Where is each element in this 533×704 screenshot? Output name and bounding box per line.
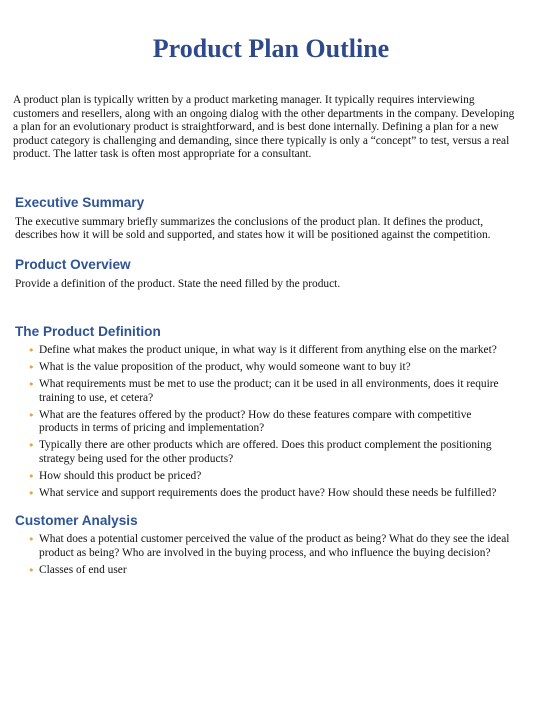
page-title: Product Plan Outline [152,34,390,63]
executive-summary-body: The executive summary briefly summarizes the conclusions of the product plan. It defines the product, describes how it will be sold and supported, and states how it will be positioned against the competition. [15,215,491,241]
list-item-text: What requirements must be met to use the product; can it be used in all environments, does it require training to use, et cetera? [39,378,499,404]
list-item [28,486,519,501]
bullet-icon: • [28,486,35,500]
list-item [28,408,519,436]
list-item-text: Classes of end user [39,563,127,576]
executive-summary-heading: Executive Summary [15,194,145,210]
customer-analysis-list [13,533,519,577]
product-definition-list [13,344,519,500]
list-item [28,439,519,466]
list-item [28,344,519,358]
list-item-text: What are the features offered by the product? How do these features compare with competitive products in terms of pricing and implementation? [39,408,472,434]
list-item-text: What does a potential customer perceived the value of the product as being? What do they see the ideal product as being? Who are involved in the buying process, and who influence the buying decision? [39,533,510,559]
list-item [28,361,519,375]
bullet-icon: • [28,439,35,452]
list-item-text: What is the value proposition of the product, why would someone want to buy it? [39,361,411,373]
intro-paragraph: A product plan is typically written by a product marketing manager. It typically requires interviewing customers and resellers, along with an ongoing dialog with the other departments in the company. Developing a plan for an evolutionary product is straightforward, and is best done internally. Defining a plan for a new product category is challenging and demanding, since there typically is only a “concept” to test, versus a real product. The latter task is often most appropriate for a consultant. [13,94,515,160]
bullet-icon: • [28,361,35,374]
product-overview-body: Provide a definition of the product. State the need filled by the product. [15,277,341,290]
customer-analysis-heading: Customer Analysis [15,513,138,528]
bullet-icon: • [28,378,35,391]
list-item-text: Typically there are other products which are offered. Does this product complement the positioning strategy being used for the other products? [39,439,492,465]
list-item-text: Define what makes the product unique, in what way is it different from anything else on the market? [39,344,497,356]
product-overview-heading: Product Overview [15,256,131,272]
bullet-icon: • [28,563,35,577]
list-item-text: What service and support requirements does the product have? How should these needs be fulfilled? [39,486,497,499]
product-definition-heading: The Product Definition [15,324,161,339]
list-item [28,533,519,560]
bullet-icon: • [28,344,35,357]
bullet-icon: • [28,533,35,546]
list-item [28,469,519,484]
list-item [28,378,519,405]
bullet-icon: • [28,408,35,422]
list-item-text: How should this product be priced? [39,469,202,482]
list-item [28,563,519,578]
bullet-icon: • [28,469,35,483]
